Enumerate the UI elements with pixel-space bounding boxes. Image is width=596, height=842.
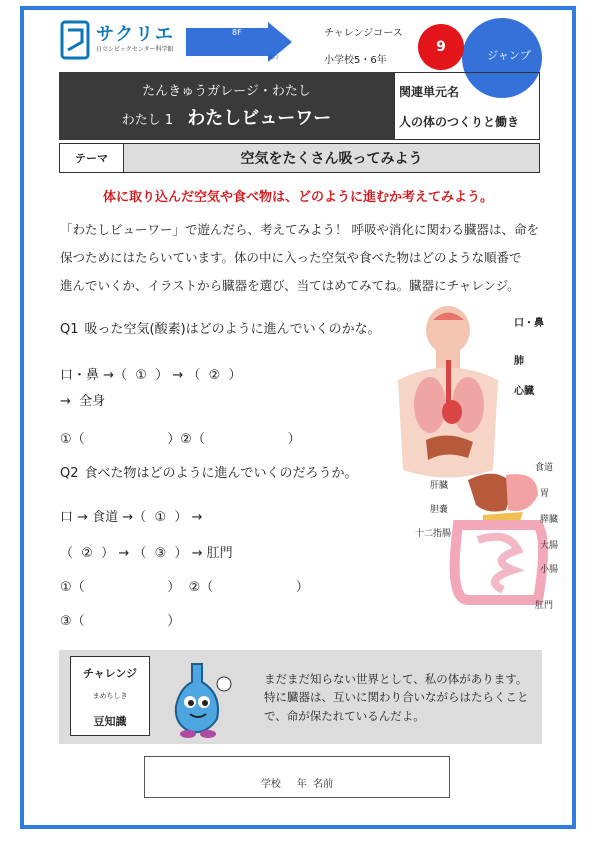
header-prefix: わたし 1 (121, 113, 174, 128)
mascot-icon (162, 654, 248, 740)
q1-text: 吸った空気(酸素)はどのように進んでいくのかな。 (84, 322, 381, 337)
logo-icon (60, 20, 90, 60)
trivia-line-3: で、命が保たれているんだよ。 (264, 708, 425, 723)
q2-flow-2: （ ② ） → （ ③ ） → 肛門 (60, 546, 233, 561)
logo-title: サクリエ (96, 24, 175, 45)
q2-text: 食べた物はどのように進んでいくのだろうか。 (84, 466, 358, 481)
label-gallbladder: 胆嚢 (430, 505, 449, 515)
name-box[interactable] (144, 756, 450, 798)
trivia-line-1: まだまだ知らない世界として、私の体があります。 (264, 672, 528, 686)
challenge-reading: まめちしき (92, 692, 128, 700)
number-badge: 9 (418, 24, 464, 70)
q2-number: Q2 (60, 466, 79, 481)
label-pancreas: 膵臓 (540, 515, 559, 525)
trivia-text (264, 670, 540, 725)
q2-answer-2[interactable]: ③（ ） (60, 614, 181, 629)
challenge-trivia-label: 豆知識 (93, 715, 127, 728)
q2-flow-1: 口 → 食道 →（ ① ） → (60, 510, 203, 525)
challenge-title: チャレンジ (82, 667, 138, 680)
q1 (60, 318, 381, 337)
body-organs-illustration (388, 300, 558, 620)
theme-value: 空気をたくさん吸ってみよう (240, 151, 423, 167)
label-heart: 心臓 (514, 386, 534, 397)
lead-question: 体に取り込んだ空気や食べ物は、どのように進むか考えてみよう。 (102, 190, 493, 205)
label-lung: 肺 (514, 356, 524, 367)
label-anus: 肛門 (535, 601, 554, 611)
unit-label: 関連単元名 (399, 85, 460, 99)
header-line2 (59, 104, 394, 130)
trivia-line-2: 特に臓器は、互いに関わり合いながらはたらくこと (264, 690, 529, 705)
label-liver: 肝臓 (430, 481, 449, 491)
floor-sub: 入口 (268, 55, 279, 61)
unit-block (394, 72, 540, 140)
label-small-intestine: 小腸 (540, 565, 559, 575)
q1-number: Q1 (60, 322, 79, 337)
intro-line-2: 保つためにはたらいています。体の中に入った空気や食べた物はどのような順番で (60, 250, 522, 265)
q1-answer[interactable]: ①（ ）②（ ） (60, 432, 301, 447)
logo-subtitle: 日立シビックセンター科学館 (96, 46, 174, 53)
header-title: わたしビューワー (187, 108, 332, 129)
q2 (60, 462, 358, 481)
unit-value: 人の体のつくりと働き (399, 115, 520, 129)
header-title-block (59, 72, 394, 140)
floor-number: 8F (232, 28, 242, 37)
q2-answer-1[interactable]: ①（ ） ②（ ） (60, 580, 309, 595)
label-large-intestine: 大腸 (540, 541, 559, 551)
level-badge-text: ジャンプ (487, 49, 531, 62)
label-mouth-nose: 口・鼻 (514, 318, 544, 329)
theme-row (59, 143, 540, 173)
label-stomach: 胃 (540, 489, 550, 499)
intro-line-3: 進んでいくか、イラストから臓器を選び、当てはめてみてね。臓器にチャレンジ。 (60, 278, 520, 293)
name-line: 学校 年 名前 (260, 779, 334, 790)
course-name: チャレンジコース (324, 28, 403, 39)
q1-flow-2: → 全身 (60, 394, 106, 409)
label-duodenum: 十二指腸 (415, 529, 452, 539)
label-esophagus: 食道 (535, 463, 554, 473)
header-line1: たんきゅうガレージ・わたし (142, 84, 311, 99)
q1-flow-1: 口・鼻 →（ ① ） → （ ② ） (60, 368, 242, 383)
challenge-box (70, 656, 150, 736)
intro-line-1: 「わたしビューワー」で遊んだら、考えてみよう！ 呼吸や消化に関わる臓器は、命を (60, 222, 539, 237)
course-grade: 小学校5・6年 (324, 55, 387, 66)
theme-label: テーマ (60, 144, 124, 172)
